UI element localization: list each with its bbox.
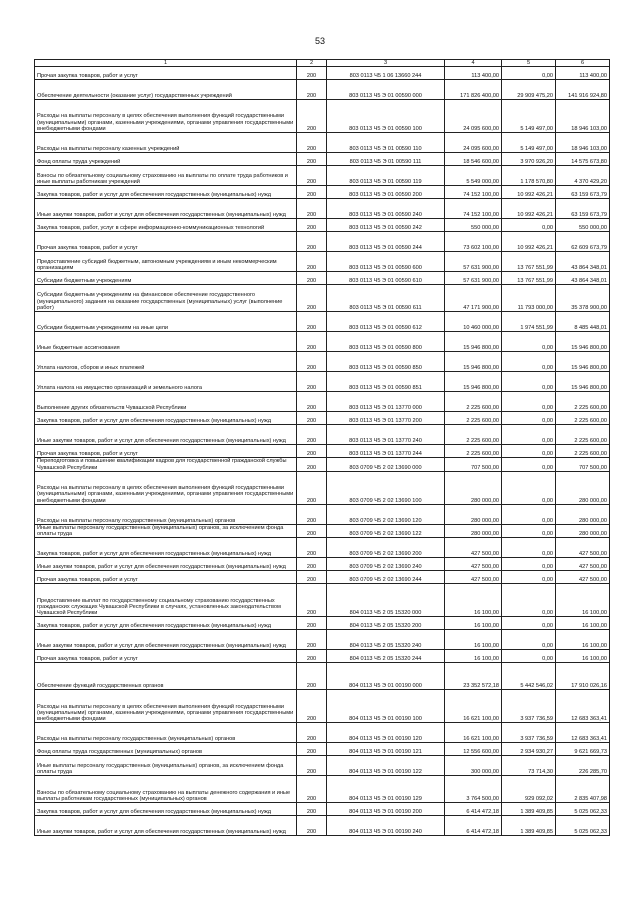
row-admin-code: 200	[297, 445, 327, 458]
row-admin-code: 200	[297, 412, 327, 425]
row-remaining-amount: 35 378 900,00	[556, 285, 610, 312]
row-approved-amount: 280 000,00	[445, 524, 502, 538]
row-approved-amount: 16 100,00	[445, 617, 502, 630]
row-classification-code: 804 0113 Ч5 Э 01 00190 129	[327, 776, 445, 803]
row-approved-amount: 24 095 600,00	[445, 133, 502, 153]
table-row	[35, 803, 610, 816]
row-admin-code: 200	[297, 80, 327, 100]
row-classification-code: 803 0113 Ч5 Э 01 13770 000	[327, 392, 445, 412]
table-row	[35, 650, 610, 663]
row-remaining-amount: 2 225 600,00	[556, 425, 610, 445]
row-executed-amount: 0,00	[502, 445, 556, 458]
row-executed-amount: 0,00	[502, 630, 556, 650]
row-remaining-amount: 2 835 407,98	[556, 776, 610, 803]
row-name: Выполнение других обязательств Чувашской Республики	[35, 392, 297, 412]
row-executed-amount: 0,00	[502, 504, 556, 524]
row-classification-code: 803 0709 Ч5 2 02 13690 000	[327, 458, 445, 472]
row-admin-code: 200	[297, 538, 327, 558]
row-remaining-amount: 18 946 103,00	[556, 133, 610, 153]
row-approved-amount: 3 764 500,00	[445, 776, 502, 803]
row-approved-amount: 707 500,00	[445, 458, 502, 472]
row-classification-code: 804 0113 Ч5 2 05 15320 000	[327, 584, 445, 617]
table-row	[35, 412, 610, 425]
row-admin-code: 200	[297, 166, 327, 186]
row-classification-code: 803 0113 Ч5 Э 01 00590 111	[327, 153, 445, 166]
table-row	[35, 584, 610, 617]
row-remaining-amount: 15 946 800,00	[556, 352, 610, 372]
row-name: Расходы на выплаты персоналу казенных учреждений	[35, 133, 297, 153]
row-admin-code: 200	[297, 723, 327, 743]
row-name: Иные закупки товаров, работ и услуг для обеспечения государственных (муниципальных) нужд	[35, 199, 297, 219]
table-row	[35, 690, 610, 723]
row-classification-code: 803 0113 Ч5 Э 01 00590 610	[327, 272, 445, 285]
row-admin-code: 200	[297, 372, 327, 392]
row-admin-code: 200	[297, 558, 327, 571]
row-remaining-amount: 63 159 673,79	[556, 199, 610, 219]
row-admin-code: 200	[297, 504, 327, 524]
row-approved-amount: 74 152 100,00	[445, 186, 502, 199]
row-approved-amount: 16 100,00	[445, 584, 502, 617]
row-remaining-amount: 43 864 348,01	[556, 252, 610, 272]
row-name: Расходы на выплаты персоналу государственных (муниципальных) органов	[35, 504, 297, 524]
row-classification-code: 803 0113 Ч5 Э 01 00590 612	[327, 312, 445, 332]
row-name: Закупка товаров, работ и услуг для обеспечения государственных (муниципальных) нужд	[35, 186, 297, 199]
row-executed-amount: 0,00	[502, 584, 556, 617]
row-name: Обеспечение деятельности (оказание услуг) государственных учреждений	[35, 80, 297, 100]
table-row	[35, 558, 610, 571]
row-name: Переподготовка и повышение квалификации кадров для государственной гражданской службы Чувашской Республики	[35, 458, 297, 472]
row-approved-amount: 6 414 472,18	[445, 816, 502, 836]
row-name: Расходы на выплаты персоналу в целях обеспечения выполнения функций государственными (муниципальными) органами, казенными учреждениями, органами управления государственными внебюджетными фондами	[35, 690, 297, 723]
row-name: Иные закупки товаров, работ и услуг для обеспечения государственных (муниципальных) нужд	[35, 816, 297, 836]
row-approved-amount: 23 352 572,18	[445, 663, 502, 690]
row-executed-amount: 10 992 426,21	[502, 186, 556, 199]
row-admin-code: 200	[297, 332, 327, 352]
page-number: 53	[314, 36, 325, 46]
row-classification-code: 804 0113 Ч5 2 05 15320 240	[327, 630, 445, 650]
row-classification-code: 803 0113 Ч5 Э 01 00590 800	[327, 332, 445, 352]
table-row	[35, 538, 610, 558]
row-name: Закупка товаров, работ и услуг для обеспечения государственных (муниципальных) нужд	[35, 803, 297, 816]
row-name: Фонд оплаты труда учреждений	[35, 153, 297, 166]
row-classification-code: 804 0113 Ч5 Э 01 00190 200	[327, 803, 445, 816]
row-approved-amount: 300 000,00	[445, 756, 502, 776]
row-approved-amount: 18 546 600,00	[445, 153, 502, 166]
table-row	[35, 524, 610, 538]
row-name: Уплата налога на имущество организаций и земельного налога	[35, 372, 297, 392]
table-row	[35, 776, 610, 803]
row-classification-code: 803 0709 Ч5 2 02 13690 244	[327, 571, 445, 584]
row-executed-amount: 929 092,02	[502, 776, 556, 803]
row-remaining-amount: 5 025 062,33	[556, 816, 610, 836]
row-classification-code: 804 0113 Ч5 Э 01 00190 121	[327, 743, 445, 756]
table-row	[35, 372, 610, 392]
row-admin-code: 200	[297, 425, 327, 445]
row-executed-amount: 3 970 926,20	[502, 153, 556, 166]
row-name: Расходы на выплаты персоналу в целях обеспечения выполнения функций государственными (муниципальными) органами, казенными учреждениями, органами управления государственными внебюджетными фондами	[35, 471, 297, 504]
column-number: 1	[35, 60, 297, 67]
table-row	[35, 67, 610, 80]
row-remaining-amount: 16 100,00	[556, 630, 610, 650]
row-classification-code: 803 0709 Ч5 2 02 13690 200	[327, 538, 445, 558]
row-name: Субсидии бюджетным учреждениям на иные цели	[35, 312, 297, 332]
row-approved-amount: 113 400,00	[445, 67, 502, 80]
row-executed-amount: 0,00	[502, 458, 556, 472]
row-admin-code: 200	[297, 663, 327, 690]
column-number: 4	[445, 60, 502, 67]
row-approved-amount: 12 556 600,00	[445, 743, 502, 756]
table-row	[35, 166, 610, 186]
row-executed-amount: 11 793 000,00	[502, 285, 556, 312]
row-approved-amount: 15 946 800,00	[445, 332, 502, 352]
row-name: Закупка товаров, работ и услуг для обеспечения государственных (муниципальных) нужд	[35, 412, 297, 425]
table-row	[35, 332, 610, 352]
row-classification-code: 803 0113 Ч5 Э 01 00590 600	[327, 252, 445, 272]
table-row	[35, 663, 610, 690]
row-approved-amount: 16 100,00	[445, 650, 502, 663]
row-approved-amount: 57 631 900,00	[445, 272, 502, 285]
row-executed-amount: 0,00	[502, 67, 556, 80]
row-name: Закупка товаров, работ и услуг для обеспечения государственных (муниципальных) нужд	[35, 617, 297, 630]
row-classification-code: 803 0113 Ч5 Э 01 00590 200	[327, 186, 445, 199]
table-row	[35, 816, 610, 836]
row-admin-code: 200	[297, 816, 327, 836]
row-admin-code: 200	[297, 584, 327, 617]
row-admin-code: 200	[297, 571, 327, 584]
row-remaining-amount: 9 621 669,73	[556, 743, 610, 756]
row-name: Расходы на выплаты персоналу в целях обеспечения выполнения функций государственными (муниципальными) органами, казенными учреждениями, органами управления государственными внебюджетными фондами	[35, 100, 297, 133]
table-row	[35, 504, 610, 524]
row-classification-code: 803 0709 Ч5 2 02 13690 122	[327, 524, 445, 538]
row-approved-amount: 73 602 100,00	[445, 232, 502, 252]
row-remaining-amount: 427 500,00	[556, 571, 610, 584]
row-classification-code: 803 0709 Ч5 2 02 13690 100	[327, 471, 445, 504]
row-admin-code: 200	[297, 232, 327, 252]
row-admin-code: 200	[297, 617, 327, 630]
row-classification-code: 803 0113 Ч5 Э 01 00590 244	[327, 232, 445, 252]
row-classification-code: 803 0113 Ч5 Э 01 00590 110	[327, 133, 445, 153]
row-remaining-amount: 14 575 673,80	[556, 153, 610, 166]
table-row	[35, 617, 610, 630]
column-number: 5	[502, 60, 556, 67]
row-admin-code: 200	[297, 67, 327, 80]
row-remaining-amount: 16 100,00	[556, 584, 610, 617]
row-remaining-amount: 43 864 348,01	[556, 272, 610, 285]
row-classification-code: 803 0113 Ч5 Э 01 13770 240	[327, 425, 445, 445]
row-approved-amount: 2 225 600,00	[445, 412, 502, 425]
row-name: Взносы по обязательному социальному страхованию на выплаты по оплате труда работников и иные выплаты работникам учреждений	[35, 166, 297, 186]
table-row	[35, 232, 610, 252]
column-number: 3	[327, 60, 445, 67]
row-approved-amount: 16 100,00	[445, 630, 502, 650]
row-name: Прочая закупка товаров, работ и услуг	[35, 571, 297, 584]
table-row	[35, 425, 610, 445]
row-approved-amount: 171 826 400,00	[445, 80, 502, 100]
row-admin-code: 200	[297, 133, 327, 153]
table-row	[35, 723, 610, 743]
row-admin-code: 200	[297, 776, 327, 803]
row-name: Закупка товаров, работ, услуг в сфере информационно-коммуникационных технологий	[35, 219, 297, 232]
row-executed-amount: 0,00	[502, 392, 556, 412]
row-approved-amount: 2 225 600,00	[445, 445, 502, 458]
row-admin-code: 200	[297, 352, 327, 372]
table-row	[35, 471, 610, 504]
row-classification-code: 803 0113 Ч5 Э 01 00590 850	[327, 352, 445, 372]
row-executed-amount: 0,00	[502, 650, 556, 663]
row-classification-code: 803 0709 Ч5 2 02 13690 240	[327, 558, 445, 571]
row-name: Иные закупки товаров, работ и услуг для обеспечения государственных (муниципальных) нужд	[35, 558, 297, 571]
row-classification-code: 803 0113 Ч5 Э 01 13770 200	[327, 412, 445, 425]
row-admin-code: 200	[297, 186, 327, 199]
row-remaining-amount: 16 100,00	[556, 617, 610, 630]
row-admin-code: 200	[297, 285, 327, 312]
row-name: Прочая закупка товаров, работ и услуг	[35, 232, 297, 252]
row-approved-amount: 74 152 100,00	[445, 199, 502, 219]
row-admin-code: 200	[297, 743, 327, 756]
table-row	[35, 272, 610, 285]
row-remaining-amount: 2 225 600,00	[556, 445, 610, 458]
table-row	[35, 392, 610, 412]
table-row	[35, 153, 610, 166]
row-executed-amount: 0,00	[502, 617, 556, 630]
row-remaining-amount: 12 683 363,41	[556, 723, 610, 743]
row-classification-code: 803 0113 Ч5 Э 01 00590 242	[327, 219, 445, 232]
row-admin-code: 200	[297, 392, 327, 412]
row-executed-amount: 1 178 570,80	[502, 166, 556, 186]
row-admin-code: 200	[297, 690, 327, 723]
table-body	[35, 60, 610, 836]
row-name: Иные выплаты персоналу государственных (муниципальных) органов, за исключением фонда оплаты труда	[35, 524, 297, 538]
row-executed-amount: 5 442 546,02	[502, 663, 556, 690]
row-admin-code: 200	[297, 219, 327, 232]
row-name: Субсидии бюджетным учреждениям	[35, 272, 297, 285]
row-executed-amount: 13 767 551,99	[502, 252, 556, 272]
row-remaining-amount: 15 946 800,00	[556, 332, 610, 352]
table-row	[35, 219, 610, 232]
column-number-row	[35, 60, 610, 67]
row-name: Расходы на выплаты персоналу государственных (муниципальных) органов	[35, 723, 297, 743]
row-classification-code: 803 0113 Ч5 Э 01 00590 000	[327, 80, 445, 100]
row-name: Обеспечение функций государственных органов	[35, 663, 297, 690]
row-name: Иные закупки товаров, работ и услуг для обеспечения государственных (муниципальных) нужд	[35, 425, 297, 445]
row-approved-amount: 5 549 000,00	[445, 166, 502, 186]
row-executed-amount: 3 937 736,59	[502, 690, 556, 723]
row-name: Взносы по обязательному социальному страхованию на выплаты денежного содержания и иные выплаты работникам государственных (муниципальных) органов	[35, 776, 297, 803]
row-classification-code: 804 0113 Ч5 Э 01 00190 000	[327, 663, 445, 690]
table-row	[35, 445, 610, 458]
row-executed-amount: 0,00	[502, 538, 556, 558]
row-executed-amount: 0,00	[502, 425, 556, 445]
row-admin-code: 200	[297, 199, 327, 219]
row-remaining-amount: 17 910 026,16	[556, 663, 610, 690]
row-admin-code: 200	[297, 471, 327, 504]
column-number: 2	[297, 60, 327, 67]
table-row	[35, 252, 610, 272]
table-row	[35, 571, 610, 584]
row-admin-code: 200	[297, 272, 327, 285]
table-row	[35, 199, 610, 219]
row-approved-amount: 280 000,00	[445, 471, 502, 504]
row-name: Закупка товаров, работ и услуг для обеспечения государственных (муниципальных) нужд	[35, 538, 297, 558]
row-remaining-amount: 18 946 103,00	[556, 100, 610, 133]
row-name: Иные бюджетные ассигнования	[35, 332, 297, 352]
column-number: 6	[556, 60, 610, 67]
row-name: Уплата налогов, сборов и иных платежей	[35, 352, 297, 372]
row-remaining-amount: 707 500,00	[556, 458, 610, 472]
row-executed-amount: 3 937 736,59	[502, 723, 556, 743]
row-executed-amount: 0,00	[502, 352, 556, 372]
row-approved-amount: 2 225 600,00	[445, 392, 502, 412]
row-approved-amount: 280 000,00	[445, 504, 502, 524]
row-classification-code: 803 0113 Ч5 1 06 13660 244	[327, 67, 445, 80]
row-remaining-amount: 280 000,00	[556, 524, 610, 538]
row-admin-code: 200	[297, 153, 327, 166]
row-remaining-amount: 63 159 673,79	[556, 186, 610, 199]
row-approved-amount: 2 225 600,00	[445, 425, 502, 445]
row-name: Фонд оплаты труда государственных (муниципальных) органов	[35, 743, 297, 756]
row-executed-amount: 0,00	[502, 571, 556, 584]
row-remaining-amount: 5 025 062,33	[556, 803, 610, 816]
row-remaining-amount: 12 683 363,41	[556, 690, 610, 723]
row-executed-amount: 0,00	[502, 558, 556, 571]
row-approved-amount: 15 946 800,00	[445, 352, 502, 372]
table-row	[35, 312, 610, 332]
row-remaining-amount: 2 225 600,00	[556, 412, 610, 425]
row-remaining-amount: 15 946 800,00	[556, 372, 610, 392]
row-executed-amount: 0,00	[502, 524, 556, 538]
row-remaining-amount: 550 000,00	[556, 219, 610, 232]
row-approved-amount: 16 621 100,00	[445, 690, 502, 723]
table-row	[35, 756, 610, 776]
row-classification-code: 803 0113 Ч5 Э 01 00590 100	[327, 100, 445, 133]
table-row	[35, 743, 610, 756]
row-admin-code: 200	[297, 312, 327, 332]
row-classification-code: 803 0113 Ч5 Э 01 00590 851	[327, 372, 445, 392]
row-name: Прочая закупка товаров, работ и услуг	[35, 445, 297, 458]
row-classification-code: 803 0709 Ч5 2 02 13690 120	[327, 504, 445, 524]
row-remaining-amount: 16 100,00	[556, 650, 610, 663]
table-row	[35, 458, 610, 472]
row-admin-code: 200	[297, 252, 327, 272]
row-approved-amount: 24 095 600,00	[445, 100, 502, 133]
row-executed-amount: 10 992 426,21	[502, 199, 556, 219]
row-remaining-amount: 4 370 429,20	[556, 166, 610, 186]
row-remaining-amount: 226 285,70	[556, 756, 610, 776]
row-name: Субсидии бюджетным учреждениям на финансовое обеспечение государственного (муниципального) задания на оказание государственных (муниципальных) услуг (выполнение работ)	[35, 285, 297, 312]
row-executed-amount: 1 974 551,99	[502, 312, 556, 332]
row-approved-amount: 427 500,00	[445, 538, 502, 558]
row-executed-amount: 73 714,30	[502, 756, 556, 776]
row-executed-amount: 1 389 409,85	[502, 816, 556, 836]
budget-execution-table	[34, 59, 610, 836]
table-row	[35, 133, 610, 153]
row-remaining-amount: 2 225 600,00	[556, 392, 610, 412]
row-remaining-amount: 280 000,00	[556, 471, 610, 504]
row-admin-code: 200	[297, 100, 327, 133]
row-remaining-amount: 427 500,00	[556, 538, 610, 558]
table-row	[35, 80, 610, 100]
row-classification-code: 804 0113 Ч5 Э 01 00190 240	[327, 816, 445, 836]
table-row	[35, 630, 610, 650]
row-remaining-amount: 62 609 673,79	[556, 232, 610, 252]
row-approved-amount: 427 500,00	[445, 558, 502, 571]
row-executed-amount: 0,00	[502, 332, 556, 352]
row-approved-amount: 427 500,00	[445, 571, 502, 584]
row-classification-code: 803 0113 Ч5 Э 01 13770 244	[327, 445, 445, 458]
row-classification-code: 804 0113 Ч5 Э 01 00190 100	[327, 690, 445, 723]
table-row	[35, 285, 610, 312]
row-classification-code: 804 0113 Ч5 2 05 15320 200	[327, 617, 445, 630]
row-remaining-amount: 113 400,00	[556, 67, 610, 80]
row-approved-amount: 6 414 472,18	[445, 803, 502, 816]
row-executed-amount: 29 909 475,20	[502, 80, 556, 100]
row-classification-code: 804 0113 Ч5 Э 01 00190 122	[327, 756, 445, 776]
row-executed-amount: 0,00	[502, 412, 556, 425]
row-approved-amount: 550 000,00	[445, 219, 502, 232]
row-admin-code: 200	[297, 803, 327, 816]
row-approved-amount: 15 946 800,00	[445, 372, 502, 392]
row-executed-amount: 0,00	[502, 471, 556, 504]
row-classification-code: 804 0113 Ч5 2 05 15320 244	[327, 650, 445, 663]
row-classification-code: 803 0113 Ч5 Э 01 00590 119	[327, 166, 445, 186]
row-executed-amount: 5 149 497,00	[502, 133, 556, 153]
row-executed-amount: 13 767 551,99	[502, 272, 556, 285]
row-name: Иные выплаты персоналу государственных (муниципальных) органов, за исключением фонда оплаты труда	[35, 756, 297, 776]
row-name: Прочая закупка товаров, работ и услуг	[35, 650, 297, 663]
table-row	[35, 100, 610, 133]
row-remaining-amount: 280 000,00	[556, 504, 610, 524]
row-name: Иные закупки товаров, работ и услуг для обеспечения государственных (муниципальных) нужд	[35, 630, 297, 650]
row-approved-amount: 10 460 000,00	[445, 312, 502, 332]
row-remaining-amount: 141 916 924,80	[556, 80, 610, 100]
row-executed-amount: 0,00	[502, 219, 556, 232]
row-executed-amount: 10 992 426,21	[502, 232, 556, 252]
row-executed-amount: 0,00	[502, 372, 556, 392]
row-admin-code: 200	[297, 524, 327, 538]
row-approved-amount: 47 171 900,00	[445, 285, 502, 312]
row-admin-code: 200	[297, 650, 327, 663]
row-classification-code: 803 0113 Ч5 Э 01 00590 240	[327, 199, 445, 219]
row-name: Прочая закупка товаров, работ и услуг	[35, 67, 297, 80]
row-approved-amount: 57 631 900,00	[445, 252, 502, 272]
row-classification-code: 804 0113 Ч5 Э 01 00190 120	[327, 723, 445, 743]
row-admin-code: 200	[297, 458, 327, 472]
row-admin-code: 200	[297, 756, 327, 776]
row-name: Предоставление субсидий бюджетным, автономным учреждениям и иным некоммерческим организациям	[35, 252, 297, 272]
row-classification-code: 803 0113 Ч5 Э 01 00590 611	[327, 285, 445, 312]
row-executed-amount: 2 934 930,27	[502, 743, 556, 756]
table-row	[35, 186, 610, 199]
row-remaining-amount: 8 485 448,01	[556, 312, 610, 332]
row-executed-amount: 1 389 409,85	[502, 803, 556, 816]
row-executed-amount: 5 149 497,00	[502, 100, 556, 133]
row-name: Предоставление выплат по государственному социальному страхованию государственных гражданских служащих Чувашской Республики в случаях, установленных законодательством Чувашской Республики	[35, 584, 297, 617]
row-remaining-amount: 427 500,00	[556, 558, 610, 571]
table-row	[35, 352, 610, 372]
row-approved-amount: 16 621 100,00	[445, 723, 502, 743]
row-admin-code: 200	[297, 630, 327, 650]
